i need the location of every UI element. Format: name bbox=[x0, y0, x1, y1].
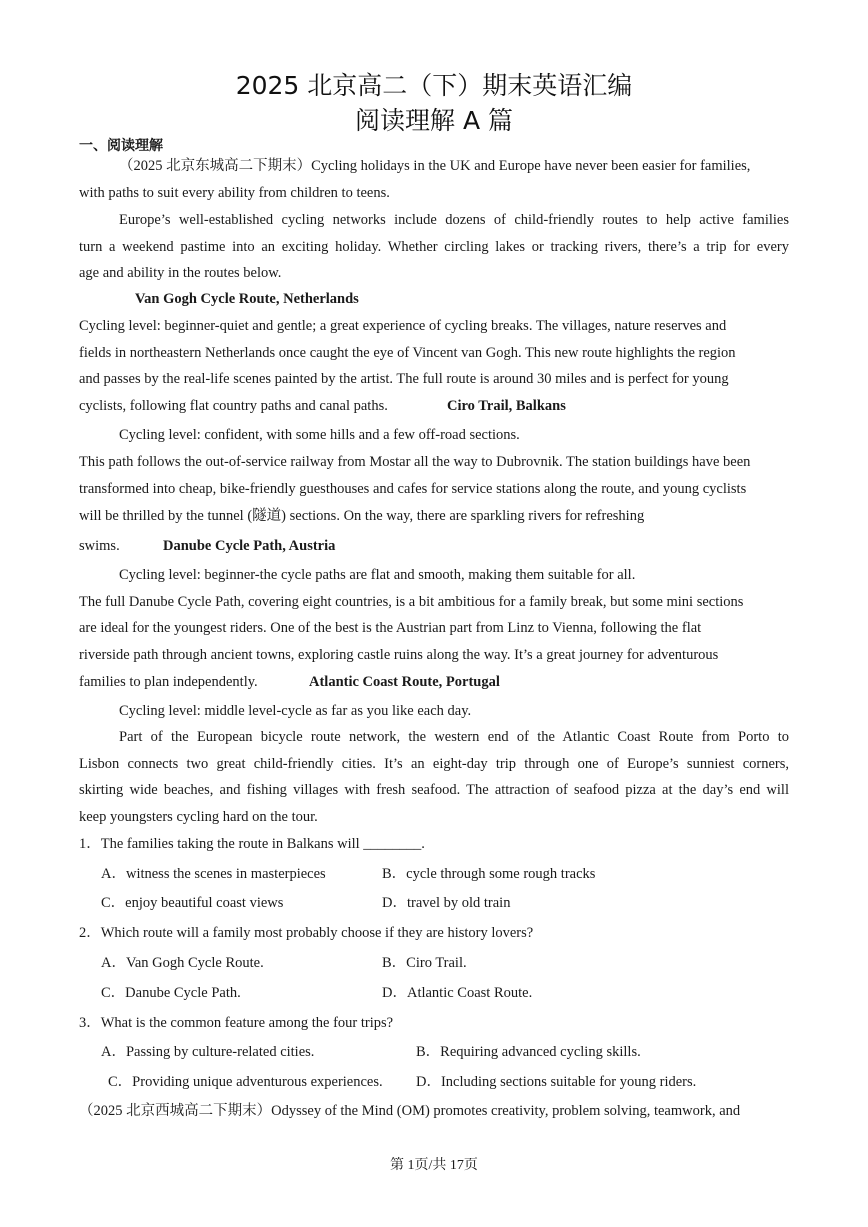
paragraph-line: skirting wide beaches, and fishing villages with fresh seafood. The attraction of seafood pizza at the day’s end will bbox=[79, 782, 789, 798]
question-stem: 3．What is the common feature among the four trips? bbox=[79, 1015, 394, 1031]
document-subtitle: 阅读理解 A 篇 bbox=[355, 106, 513, 135]
paragraph-line: turn a weekend pastime into an exciting holiday. Whether circling lakes or tracking rivers, there’s a trip for every bbox=[79, 239, 789, 255]
paragraph-line: with paths to suit every ability from children to teens. bbox=[79, 185, 390, 201]
paragraph-line: The full Danube Cycle Path, covering eight countries, is a bit ambitious for a family break, but some mini sections bbox=[79, 594, 744, 610]
paragraph-line: fields in northeastern Netherlands once caught the eye of Vincent van Gogh. This new route highlights the region bbox=[79, 345, 736, 361]
question-option: D．travel by old train bbox=[382, 895, 511, 911]
route-heading-van-gogh: Van Gogh Cycle Route, Netherlands bbox=[135, 291, 359, 307]
question-option: D．Atlantic Coast Route. bbox=[382, 985, 533, 1001]
page-number: 第 1页/共 17页 bbox=[390, 1158, 478, 1173]
question-option: C．Danube Cycle Path. bbox=[101, 985, 241, 1001]
question-stem: 2．Which route will a family most probably choose if they are history lovers? bbox=[79, 925, 534, 941]
route-heading-atlantic: Atlantic Coast Route, Portugal bbox=[309, 674, 500, 690]
paragraph-line: families to plan independently. bbox=[79, 674, 258, 690]
document-title: 2025 北京高二（下）期末英语汇编 bbox=[235, 71, 633, 100]
question-option: B．Ciro Trail. bbox=[382, 955, 467, 971]
paragraph-line: Cycling level: confident, with some hills and a few off-road sections. bbox=[119, 427, 520, 443]
paragraph-line: swims. bbox=[79, 538, 120, 554]
question-stem: 1．The families taking the route in Balkans will ________. bbox=[79, 836, 425, 852]
question-option: B．cycle through some rough tracks bbox=[382, 866, 596, 882]
paragraph-line: Lisbon connects two great child-friendly cities. It’s an eight-day trip through one of Europe’s sunniest corners, bbox=[79, 756, 789, 772]
section-heading: 一、阅读理解 bbox=[79, 138, 163, 154]
paragraph-line: Part of the European bicycle route network, the western end of the Atlantic Coast Route from Porto to bbox=[119, 729, 789, 745]
paragraph-line: （2025 北京西城高二下期末）Odyssey of the Mind (OM) promotes creativity, problem solving, teamwork, and bbox=[79, 1103, 741, 1119]
route-heading-danube: Danube Cycle Path, Austria bbox=[163, 538, 336, 554]
paragraph-line: Europe’s well-established cycling networks include dozens of child-friendly routes to help active families bbox=[119, 212, 789, 228]
paragraph-line: will be thrilled by the tunnel (隧道) sections. On the way, there are sparkling rivers for refreshing bbox=[79, 508, 645, 524]
question-option: A．witness the scenes in masterpieces bbox=[101, 866, 326, 882]
question-option: C．enjoy beautiful coast views bbox=[101, 895, 284, 911]
paragraph-line: and passes by the real-life scenes painted by the artist. The full route is around 30 miles and is perfect for young bbox=[79, 371, 729, 387]
paragraph-line: Cycling level: middle level-cycle as far as you like each day. bbox=[119, 703, 472, 719]
paragraph-line: Cycling level: beginner-the cycle paths are flat and smooth, making them suitable for all. bbox=[119, 567, 636, 583]
paragraph-line: Cycling level: beginner-quiet and gentle; a great experience of cycling breaks. The villages, nature reserves and bbox=[79, 318, 727, 334]
question-option: A．Passing by culture-related cities. bbox=[101, 1044, 315, 1060]
question-option: B．Requiring advanced cycling skills. bbox=[416, 1044, 641, 1060]
question-option: C．Providing unique adventurous experiences. bbox=[108, 1074, 383, 1090]
paragraph-line: riverside path through ancient towns, exploring castle ruins along the way. It’s a great journey for adventurous bbox=[79, 647, 719, 663]
question-option: A．Van Gogh Cycle Route. bbox=[101, 955, 264, 971]
route-heading-ciro: Ciro Trail, Balkans bbox=[447, 398, 566, 414]
paragraph-line: This path follows the out-of-service railway from Mostar all the way to Dubrovnik. The station buildings have been bbox=[79, 454, 751, 470]
paragraph-line: （2025 北京东城高二下期末）Cycling holidays in the UK and Europe have never been easier for families, bbox=[119, 158, 751, 174]
question-option: D．Including sections suitable for young riders. bbox=[416, 1074, 697, 1090]
paragraph-line: age and ability in the routes below. bbox=[79, 265, 282, 281]
paragraph-line: transformed into cheap, bike-friendly guesthouses and cafes for service stations along the route, and young cyclists bbox=[79, 481, 747, 497]
paragraph-line: are ideal for the youngest riders. One of the best is the Austrian part from Linz to Vienna, following the flat bbox=[79, 620, 702, 636]
paragraph-line: keep youngsters cycling hard on the tour. bbox=[79, 809, 318, 825]
paragraph-line: cyclists, following flat country paths and canal paths. bbox=[79, 398, 388, 414]
